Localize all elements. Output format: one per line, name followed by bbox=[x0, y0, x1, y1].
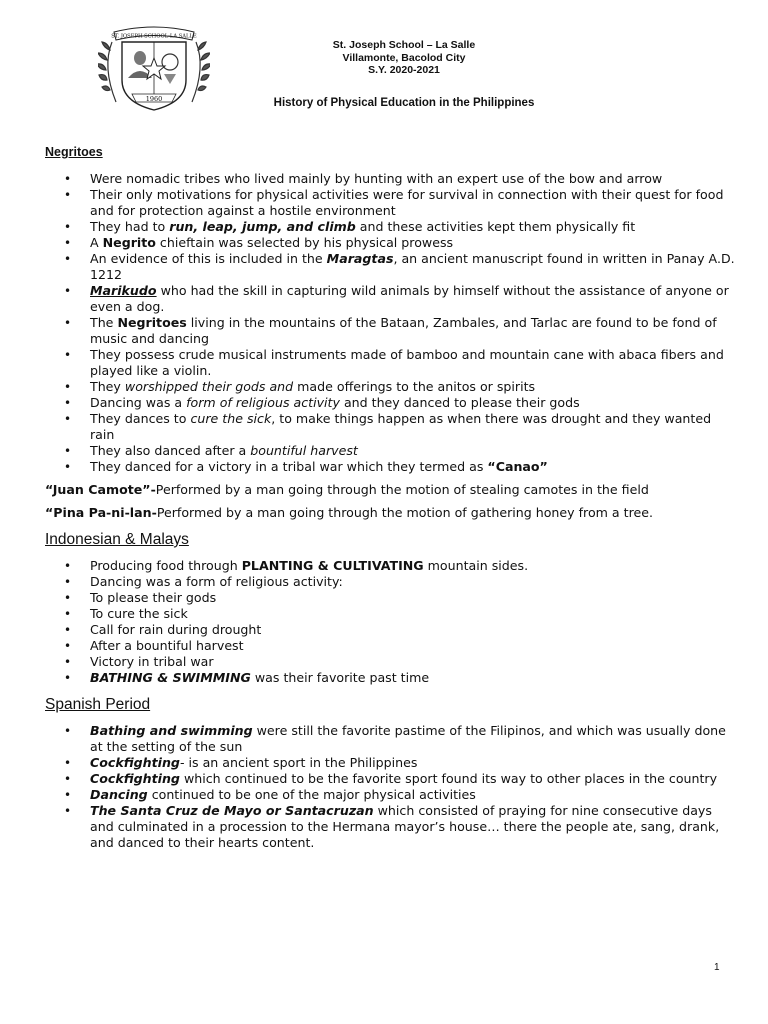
list-item bbox=[90, 670, 735, 686]
text-run: which consisted of praying for nine consecutive days and culminated in a procession to the Hermana mayor’s house… there the people ate, sang, drank, and danced to their hearts content. bbox=[90, 803, 720, 850]
emphasis-text: “Pina Pa-ni-lan- bbox=[45, 505, 157, 520]
section-heading-indonesian: Indonesian & Malays bbox=[45, 531, 189, 548]
emphasis-text: Bathing and swimming bbox=[90, 723, 253, 738]
emphasis-text: Maragtas bbox=[326, 251, 394, 266]
text-run: They also danced after a bbox=[90, 443, 251, 458]
seal-top-text: ST. JOSEPH SCHOOL-LA SALLE bbox=[111, 33, 197, 40]
emphasis-text: The Santa Cruz de Mayo or Santacruzan bbox=[90, 803, 374, 818]
list-item bbox=[90, 283, 735, 315]
list-item bbox=[90, 606, 735, 622]
text-run: After a bountiful harvest bbox=[90, 638, 244, 653]
list-item bbox=[90, 590, 735, 606]
emphasis-text: Negrito bbox=[102, 235, 156, 250]
list-item bbox=[90, 622, 735, 638]
text-run: Dancing was a bbox=[90, 395, 187, 410]
emphasis-text: “Canao” bbox=[487, 459, 548, 474]
text-run: They danced for a victory in a tribal war which they termed as bbox=[90, 459, 488, 474]
list-item bbox=[90, 787, 735, 803]
page-number: 1 bbox=[714, 962, 720, 973]
text-run: A bbox=[90, 235, 103, 250]
text-run: Call for rain during drought bbox=[90, 622, 262, 637]
document-title: History of Physical Education in the Philippines bbox=[273, 97, 535, 109]
section-heading-negritoes: Negritoes bbox=[45, 145, 103, 159]
text-run: The bbox=[90, 315, 118, 330]
emphasis-text: BATHING & SWIMMING bbox=[90, 670, 251, 685]
text-run: - is an ancient sport in the Philippines bbox=[179, 755, 418, 770]
list-item bbox=[90, 235, 735, 251]
text-run: Performed by a man going through the motion of gathering honey from a tree. bbox=[156, 505, 653, 520]
indonesian-list bbox=[45, 558, 735, 686]
text-run: and they danced to please their gods bbox=[339, 395, 580, 410]
paragraph-juan-camote bbox=[45, 482, 735, 498]
emphasis-text: “Juan Camote”- bbox=[45, 482, 156, 497]
text-run: chieftain was selected by his physical prowess bbox=[155, 235, 454, 250]
list-item bbox=[90, 771, 735, 787]
list-item bbox=[90, 459, 735, 475]
text-run: made offerings to the anitos or spirits bbox=[293, 379, 536, 394]
list-item bbox=[90, 755, 735, 771]
list-item bbox=[90, 558, 735, 574]
section-heading-spanish: Spanish Period bbox=[45, 696, 151, 713]
emphasis-text: form of religious activity bbox=[186, 395, 340, 410]
negritoes-list bbox=[45, 171, 735, 475]
text-run: They possess crude musical instruments made of bamboo and mountain cane with abaca fibers and played like a violin. bbox=[90, 347, 724, 378]
text-run: Dancing was a form of religious activity: bbox=[90, 574, 343, 589]
school-address: Villamonte, Bacolod City bbox=[342, 51, 466, 64]
emphasis-text: worshipped their gods and bbox=[124, 379, 294, 394]
list-item bbox=[90, 395, 735, 411]
school-header bbox=[20, 39, 768, 77]
text-run: They had to bbox=[90, 219, 170, 234]
text-run: , an ancient manuscript found in written in Panay A.D. 1212 bbox=[90, 251, 735, 282]
list-item bbox=[90, 638, 735, 654]
list-item bbox=[90, 654, 735, 670]
emphasis-text: PLANTING & CULTIVATING bbox=[241, 558, 424, 573]
emphasis-text: bountiful harvest bbox=[250, 443, 358, 458]
emphasis-text: cure the sick bbox=[190, 411, 272, 426]
list-item bbox=[90, 443, 735, 459]
text-run: To cure the sick bbox=[90, 606, 188, 621]
text-run: who had the skill in capturing wild animals by himself without the assistance of anyone or even a dog. bbox=[90, 283, 729, 314]
emphasis-text: Negritoes bbox=[117, 315, 187, 330]
list-item bbox=[90, 411, 735, 443]
document-body bbox=[45, 144, 735, 858]
text-run: To please their gods bbox=[90, 590, 217, 605]
emphasis-text: Cockfighting bbox=[90, 755, 180, 770]
emphasis-text: Dancing bbox=[90, 787, 148, 802]
text-run: were still the favorite pastime of the Filipinos, and which was usually done at the setting of the sun bbox=[90, 723, 726, 754]
text-run: which continued to be the favorite sport found its way to other places in the country bbox=[179, 771, 718, 786]
list-item bbox=[90, 347, 735, 379]
text-run: continued to be one of the major physical activities bbox=[147, 787, 476, 802]
list-item bbox=[90, 379, 735, 395]
text-run: Producing food through bbox=[90, 558, 242, 573]
text-run: Performed by a man going through the motion of stealing camotes in the field bbox=[155, 482, 649, 497]
paragraph-pina-panilan bbox=[45, 505, 735, 521]
school-year: S.Y. 2020-2021 bbox=[368, 64, 440, 76]
list-item bbox=[90, 723, 735, 755]
text-run: They bbox=[90, 379, 125, 394]
text-run: was their favorite past time bbox=[250, 670, 430, 685]
emphasis-text: Cockfighting bbox=[90, 771, 180, 786]
spanish-list bbox=[45, 723, 735, 851]
text-run: living in the mountains of the Bataan, Zambales, and Tarlac are found to be fond of music and dancing bbox=[90, 315, 717, 346]
emphasis-text: Marikudo bbox=[90, 283, 157, 298]
text-run: and these activities kept them physically fit bbox=[355, 219, 636, 234]
text-run: Victory in tribal war bbox=[90, 654, 214, 669]
text-run: , to make things happen as when there was drought and they wanted rain bbox=[90, 411, 712, 442]
text-run: An evidence of this is included in the bbox=[90, 251, 327, 266]
list-item bbox=[90, 315, 735, 347]
text-run: Were nomadic tribes who lived mainly by hunting with an expert use of the bow and arrow bbox=[90, 171, 663, 186]
list-item bbox=[90, 219, 735, 235]
text-run: They dances to bbox=[90, 411, 191, 426]
list-item bbox=[90, 251, 735, 283]
seal-year: 1960 bbox=[145, 95, 163, 103]
list-item bbox=[90, 574, 735, 590]
list-item bbox=[90, 171, 735, 187]
emphasis-text: run, leap, jump, and climb bbox=[169, 219, 356, 234]
list-item bbox=[90, 803, 735, 851]
list-item bbox=[90, 187, 735, 219]
text-run: Their only motivations for physical activities were for survival in connection with their quest for food and for protection against a hostile environment bbox=[90, 187, 724, 218]
text-run: mountain sides. bbox=[423, 558, 529, 573]
school-name: St. Joseph School – La Salle bbox=[332, 39, 476, 51]
